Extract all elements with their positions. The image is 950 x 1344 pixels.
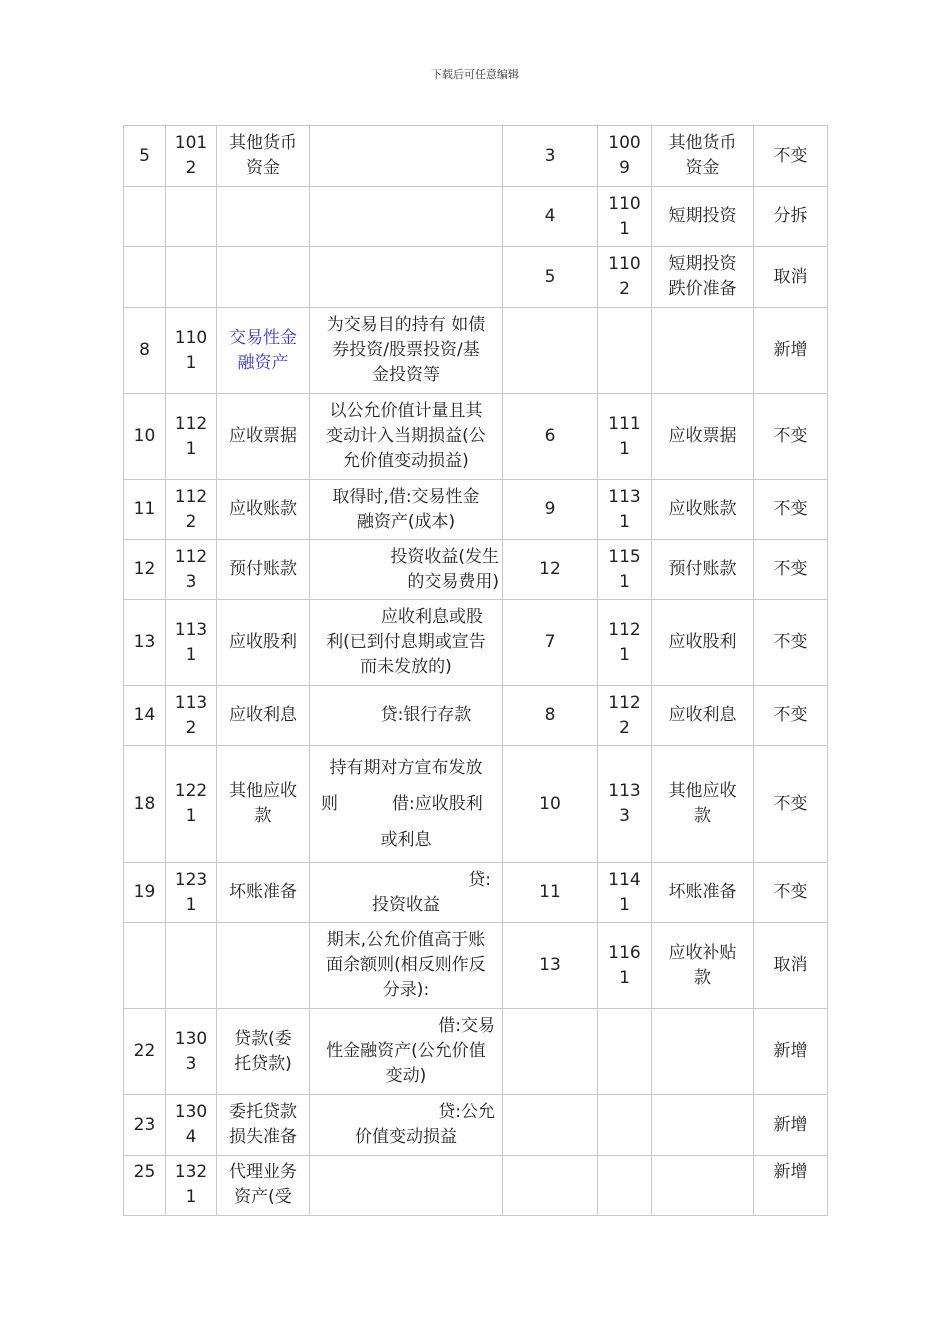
new-code-cell: 113 1 (166, 600, 217, 686)
table-row (124, 187, 828, 247)
table-row (124, 308, 828, 394)
old-name-cell (652, 1009, 754, 1095)
old-name-cell: 预付账款 (652, 540, 754, 600)
old-name-cell: 其他货币 资金 (652, 126, 754, 187)
account-mapping-table (123, 125, 828, 1216)
new-seq-cell (124, 247, 166, 308)
new-code-cell (166, 187, 217, 247)
note-cell: 以公允价值计量且其 变动计入当期损益(公 允价值变动损益) (310, 394, 503, 480)
note-cell: 贷:银行存款 (310, 686, 503, 746)
new-name-cell: 坏账准备 (217, 863, 310, 923)
old-name-cell: 短期投资 跌价准备 (652, 247, 754, 308)
old-code-cell: 100 9 (598, 126, 652, 187)
note-cell: 借:交易 性金融资产(公允价值 变动) (310, 1009, 503, 1095)
change-cell: 新增 (754, 1095, 828, 1156)
old-name-cell: 应收补贴 款 (652, 923, 754, 1009)
old-code-cell (598, 308, 652, 394)
new-seq-cell: 5 (124, 126, 166, 187)
note-cell: 贷: 投资收益 (310, 863, 503, 923)
old-seq-cell: 7 (503, 600, 598, 686)
old-name-cell: 短期投资 (652, 187, 754, 247)
new-name-cell: 应收股利 (217, 600, 310, 686)
table-row (124, 686, 828, 746)
new-seq-cell (124, 187, 166, 247)
old-seq-cell: 11 (503, 863, 598, 923)
old-name-cell: 应收账款 (652, 480, 754, 540)
old-seq-cell (503, 1095, 598, 1156)
new-name-cell: 代理业务 资产(受 (217, 1156, 310, 1216)
new-seq-cell: 13 (124, 600, 166, 686)
new-code-cell: 101 2 (166, 126, 217, 187)
new-seq-cell: 23 (124, 1095, 166, 1156)
change-cell: 新增 (754, 308, 828, 394)
new-name-cell: 应收利息 (217, 686, 310, 746)
new-seq-cell: 25 (124, 1156, 166, 1216)
old-name-cell (652, 1156, 754, 1216)
old-seq-cell: 13 (503, 923, 598, 1009)
change-cell: 取消 (754, 247, 828, 308)
note-cell: 为交易目的持有 如债 券投资/股票投资/基 金投资等 (310, 308, 503, 394)
new-code-cell: 113 2 (166, 686, 217, 746)
note-cell: 期末,公允价值高于账 面余额则(相反则作反 分录): (310, 923, 503, 1009)
note-cell: 持有期对方宣布发放 则 借:应收股利 或利息 (310, 746, 503, 863)
note-cell (310, 1156, 503, 1216)
old-seq-cell: 5 (503, 247, 598, 308)
new-code-cell: 112 3 (166, 540, 217, 600)
table-row (124, 746, 828, 863)
table-row (124, 923, 828, 1009)
table-row (124, 863, 828, 923)
table-row (124, 1009, 828, 1095)
new-code-cell (166, 247, 217, 308)
old-code-cell (598, 1009, 652, 1095)
old-seq-cell (503, 308, 598, 394)
new-seq-cell: 22 (124, 1009, 166, 1095)
old-name-cell: 应收票据 (652, 394, 754, 480)
header-note: 下载后可任意编辑 (431, 68, 519, 81)
old-seq-cell: 6 (503, 394, 598, 480)
change-cell: 不变 (754, 686, 828, 746)
change-cell: 不变 (754, 540, 828, 600)
old-seq-cell: 12 (503, 540, 598, 600)
new-name-cell: 其他货币 资金 (217, 126, 310, 187)
note-cell (310, 247, 503, 308)
old-code-cell: 114 1 (598, 863, 652, 923)
new-seq-cell: 12 (124, 540, 166, 600)
new-code-cell (166, 923, 217, 1009)
new-seq-cell: 11 (124, 480, 166, 540)
table-row (124, 600, 828, 686)
new-seq-cell: 18 (124, 746, 166, 863)
old-name-cell (652, 1095, 754, 1156)
note-cell: 取得时,借:交易性金 融资产(成本) (310, 480, 503, 540)
old-name-cell: 坏账准备 (652, 863, 754, 923)
new-name-cell (217, 247, 310, 308)
new-code-cell: 130 3 (166, 1009, 217, 1095)
note-cell (310, 187, 503, 247)
new-code-cell: 112 1 (166, 394, 217, 480)
change-cell: 取消 (754, 923, 828, 1009)
old-code-cell: 112 2 (598, 686, 652, 746)
table-row (124, 540, 828, 600)
old-seq-cell: 10 (503, 746, 598, 863)
new-name-cell: 贷款(委 托贷款) (217, 1009, 310, 1095)
old-seq-cell: 8 (503, 686, 598, 746)
old-seq-cell: 4 (503, 187, 598, 247)
note-cell: 投资收益(发生 的交易费用) (310, 540, 503, 600)
new-seq-cell: 19 (124, 863, 166, 923)
new-name-cell: 委托贷款 损失准备 (217, 1095, 310, 1156)
old-code-cell: 110 1 (598, 187, 652, 247)
change-cell: 分拆 (754, 187, 828, 247)
new-name-cell (217, 308, 310, 394)
table-row (124, 480, 828, 540)
old-code-cell: 112 1 (598, 600, 652, 686)
old-seq-cell (503, 1156, 598, 1216)
change-cell: 不变 (754, 126, 828, 187)
note-cell: 贷:公允 价值变动损益 (310, 1095, 503, 1156)
old-code-cell: 115 1 (598, 540, 652, 600)
new-code-cell: 112 2 (166, 480, 217, 540)
table-row (124, 126, 828, 187)
table-row (124, 1156, 828, 1216)
old-name-cell: 应收股利 (652, 600, 754, 686)
change-cell: 新增 (754, 1009, 828, 1095)
table-row (124, 247, 828, 308)
change-cell: 新增 (754, 1156, 828, 1216)
old-code-cell: 113 1 (598, 480, 652, 540)
account-name-link[interactable]: 交易性金 融资产 (229, 327, 297, 373)
new-seq-cell (124, 923, 166, 1009)
new-name-cell (217, 187, 310, 247)
table-row (124, 394, 828, 480)
old-name-cell (652, 308, 754, 394)
old-code-cell (598, 1095, 652, 1156)
old-code-cell: 113 3 (598, 746, 652, 863)
old-code-cell: 116 1 (598, 923, 652, 1009)
new-code-cell: 122 1 (166, 746, 217, 863)
new-seq-cell: 14 (124, 686, 166, 746)
old-seq-cell: 9 (503, 480, 598, 540)
old-code-cell: 111 1 (598, 394, 652, 480)
old-code-cell (598, 1156, 652, 1216)
new-seq-cell: 8 (124, 308, 166, 394)
new-code-cell: 130 4 (166, 1095, 217, 1156)
old-seq-cell: 3 (503, 126, 598, 187)
old-name-cell: 其他应收 款 (652, 746, 754, 863)
note-cell: 应收利息或股 利(已到付息期或宣告 而未发放的) (310, 600, 503, 686)
new-code-cell: 132 1 (166, 1156, 217, 1216)
new-code-cell: 110 1 (166, 308, 217, 394)
change-cell: 不变 (754, 480, 828, 540)
table-row (124, 1095, 828, 1156)
old-name-cell: 应收利息 (652, 686, 754, 746)
new-seq-cell: 10 (124, 394, 166, 480)
change-cell: 不变 (754, 746, 828, 863)
change-cell: 不变 (754, 863, 828, 923)
old-code-cell: 110 2 (598, 247, 652, 308)
new-code-cell: 123 1 (166, 863, 217, 923)
new-name-cell: 应收票据 (217, 394, 310, 480)
new-name-cell: 其他应收 款 (217, 746, 310, 863)
change-cell: 不变 (754, 394, 828, 480)
new-name-cell: 预付账款 (217, 540, 310, 600)
old-seq-cell (503, 1009, 598, 1095)
new-name-cell (217, 923, 310, 1009)
change-cell: 不变 (754, 600, 828, 686)
new-name-cell: 应收账款 (217, 480, 310, 540)
note-cell (310, 126, 503, 187)
